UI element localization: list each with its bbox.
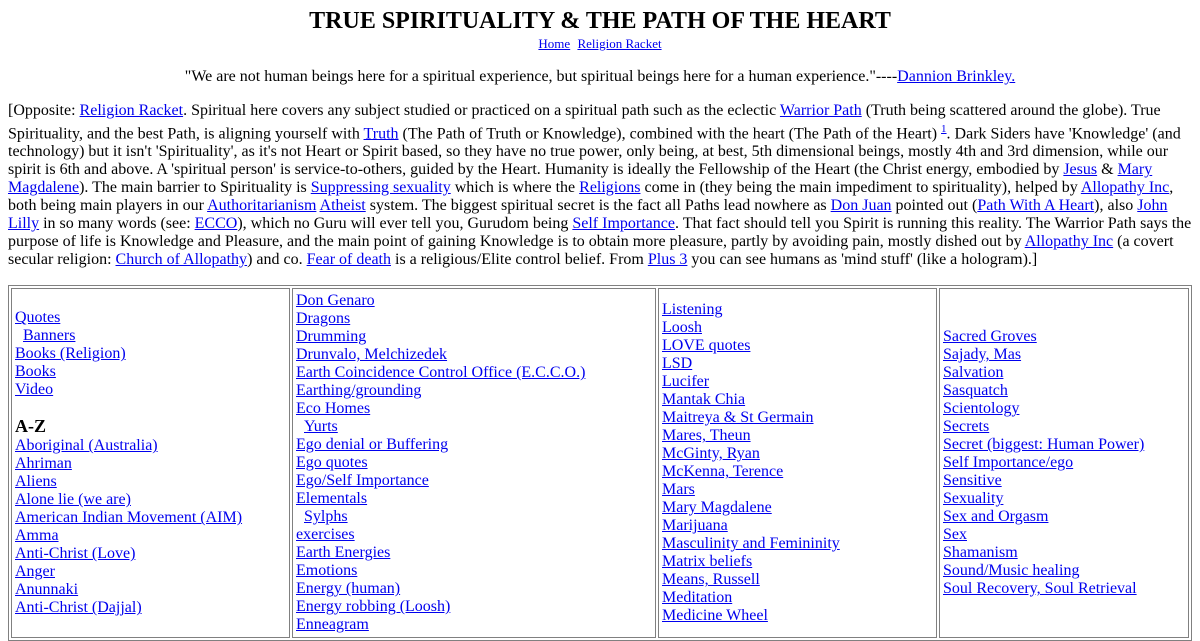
index-link[interactable]: Energy (human) — [296, 580, 401, 598]
index-link[interactable]: Drunvalo, Melchizedek — [296, 346, 448, 364]
index-link[interactable]: Sasquatch — [943, 382, 1008, 400]
index-link[interactable]: LSD — [662, 355, 693, 373]
intro-text: (Truth being scattered around the globe). True Spirituality, and the best Path, is aligning yourself with — [8, 102, 1161, 143]
index-link[interactable]: Anti-Christ (Love) — [15, 545, 136, 563]
index-link[interactable]: McGinty, Ryan — [662, 445, 760, 463]
intro-text: ), also — [1094, 197, 1138, 215]
index-link[interactable]: Amma — [15, 527, 59, 545]
index-link[interactable]: Ahriman — [15, 455, 72, 473]
index-link[interactable]: Earth Energies — [296, 544, 391, 562]
intro-link[interactable]: Warrior Path — [779, 102, 862, 119]
intro-text: ) and co. — [247, 251, 307, 269]
index-link[interactable]: Sound/Music healing — [943, 562, 1080, 580]
index-link[interactable]: Aliens — [15, 473, 57, 491]
intro-link[interactable]: Plus 3 — [647, 251, 688, 269]
index-link[interactable]: Ego/Self Importance — [296, 472, 429, 490]
epigraph-quote — [8, 68, 1192, 86]
index-link[interactable]: Anger — [15, 563, 55, 581]
index-link[interactable]: Earthing/grounding — [296, 382, 422, 400]
index-column-1 — [11, 288, 290, 638]
index-link[interactable]: Banners — [23, 327, 76, 345]
index-link[interactable]: Mary Magdalene — [662, 499, 772, 517]
index-link[interactable]: Earth Coincidence Control Office (E.C.C.O.) — [296, 364, 586, 382]
intro-link[interactable]: Truth — [363, 125, 399, 143]
index-link[interactable]: LOVE quotes — [662, 337, 751, 355]
intro-text: you can see humans as 'mind stuff' (like a hologram).] — [687, 251, 1038, 269]
index-list — [943, 328, 1185, 598]
intro-text: in so many words (see: — [39, 215, 195, 233]
index-list — [662, 301, 933, 625]
intro-text: , both being main players in our — [8, 179, 1174, 215]
index-link[interactable]: Masculinity and Femininity — [662, 535, 840, 553]
index-link[interactable]: Mares, Theun — [662, 427, 751, 445]
intro-text: . That fact should tell you Spirit is running this reality. The Warrior Path says the purpose of life is Knowledge and Pleasure, and the main point of gaining Knowledge is to obtain more pleasure, partly by avoiding pain, mostly dished out by — [8, 215, 1192, 251]
index-link[interactable]: Sexuality — [943, 490, 1004, 508]
index-column-4 — [939, 288, 1189, 638]
index-link[interactable]: Dragons — [296, 310, 351, 328]
index-link[interactable]: Sex — [943, 526, 967, 544]
intro-paragraph — [8, 102, 1192, 269]
intro-link[interactable]: Fear of death — [306, 251, 391, 269]
index-link[interactable]: Sex and Orgasm — [943, 508, 1049, 526]
nav-home-link[interactable]: Home — [538, 36, 571, 51]
intro-text: which is where the — [450, 179, 580, 197]
index-link[interactable]: Maitreya & St Germain — [662, 409, 814, 427]
index-link[interactable]: Shamanism — [943, 544, 1018, 562]
intro-link[interactable]: ECCO — [194, 215, 238, 233]
intro-link[interactable]: Atheist — [319, 197, 366, 215]
intro-link[interactable]: Path With A Heart — [977, 197, 1095, 215]
index-link[interactable]: Anti-Christ (Dajjal) — [15, 599, 142, 617]
quote-author-link[interactable]: Dannion Brinkley. — [897, 68, 1016, 85]
index-column-3 — [658, 288, 937, 638]
index-link[interactable]: exercises — [296, 526, 355, 544]
intro-link[interactable]: Suppressing sexuality — [310, 179, 451, 197]
intro-text: (a covert secular religion: — [8, 233, 1174, 269]
index-link[interactable]: Mantak Chia — [662, 391, 746, 409]
index-link[interactable]: Yurts — [304, 418, 338, 436]
intro-text: . Spiritual here covers any subject studied or practiced on a spiritual path such as the eclectic — [183, 102, 780, 119]
intro-text: ), which no Guru will ever tell you, Gurudom being — [237, 215, 573, 233]
az-heading: A-Z — [15, 416, 46, 437]
index-link[interactable]: Loosh — [662, 319, 702, 337]
index-link[interactable]: Ego quotes — [296, 454, 368, 472]
index-link[interactable]: Quotes — [15, 309, 61, 327]
index-link[interactable]: Salvation — [943, 364, 1004, 382]
index-link[interactable]: Eco Homes — [296, 400, 371, 418]
index-link[interactable]: Don Genaro — [296, 292, 375, 310]
index-link[interactable]: Sylphs — [304, 508, 348, 526]
index-list — [15, 437, 286, 617]
intro-text: . Dark Siders have 'Knowledge' (and technology) but it isn't 'Spirituality', as it's not Heart or Spirit based, so they have no true power, only being, at best, 5th dimensional beings, mostly 4th and 3rd dimension, while our spirit is 6th and above. A 'spiritual person' is service-to-others, guided by the Heart. Humanity is ideally the Fellowship of the Heart (the Christ energy, embodied by — [8, 125, 1181, 179]
index-link[interactable]: Drumming — [296, 328, 367, 346]
index-column-2 — [292, 288, 656, 638]
index-link[interactable]: Matrix beliefs — [662, 553, 753, 571]
intro-link[interactable]: Jesus — [1063, 161, 1098, 179]
index-link[interactable]: Soul Recovery, Soul Retrieval — [943, 580, 1137, 598]
index-link[interactable]: Scientology — [943, 400, 1020, 418]
index-link[interactable]: McKenna, Terence — [662, 463, 784, 481]
intro-text: ). The main barrier to Spirituality is — [79, 179, 311, 197]
index-link[interactable]: Meditation — [662, 589, 733, 607]
index-link[interactable]: Listening — [662, 301, 723, 319]
footnote-link[interactable]: 1 — [941, 123, 947, 135]
index-link[interactable]: Lucifer — [662, 373, 710, 391]
intro-link[interactable]: Don Juan — [830, 197, 892, 215]
index-link[interactable]: Means, Russell — [662, 571, 760, 589]
quote-text: "We are not human beings here for a spiritual experience, but spiritual beings here for a human experience."---- — [184, 68, 898, 85]
intro-text: system. The biggest spiritual secret is the fact all Paths lead nowhere as — [365, 197, 831, 215]
page — [0, 6, 1200, 641]
index-link[interactable]: Energy robbing (Loosh) — [296, 598, 451, 616]
index-link[interactable]: Books — [15, 363, 56, 381]
intro-link[interactable]: John Lilly — [8, 197, 1168, 233]
intro-link[interactable]: Church of Allopathy — [115, 251, 248, 269]
index-link[interactable]: Medicine Wheel — [662, 607, 768, 625]
index-list — [15, 309, 286, 399]
index-link[interactable]: Anunnaki — [15, 581, 79, 599]
intro-link[interactable]: Religion Racket — [79, 102, 184, 119]
page-title: TRUE SPIRITUALITY & THE PATH OF THE HEART — [309, 8, 891, 34]
index-link[interactable]: Self Importance/ego — [943, 454, 1074, 472]
index-link[interactable]: Mars — [662, 481, 695, 499]
index-link[interactable]: Emotions — [296, 562, 358, 580]
intro-text: [Opposite: — [8, 102, 80, 119]
index-link[interactable]: Secret (biggest: Human Power) — [943, 436, 1145, 454]
top-nav — [8, 36, 1192, 52]
index-link[interactable]: Sacred Groves — [943, 328, 1037, 346]
nav-religion-racket-link[interactable]: Religion Racket — [577, 36, 662, 51]
intro-text: pointed out ( — [891, 197, 978, 215]
index-link[interactable]: Sensitive — [943, 472, 1002, 490]
intro-link[interactable]: Mary Magdalene — [8, 161, 1153, 197]
index-link[interactable]: Aboriginal (Australia) — [15, 437, 158, 455]
index-link[interactable]: Alone lie (we are) — [15, 491, 131, 509]
index-list — [296, 292, 652, 634]
intro-text: (The Path of Truth or Knowledge), combined with the heart (The Path of the Heart) — [398, 125, 942, 143]
intro-text: is a religious/Elite control belief. From — [391, 251, 648, 269]
intro-link[interactable]: Religions — [579, 179, 641, 197]
index-link[interactable]: Video — [15, 381, 54, 399]
intro-link[interactable]: Allopathy Inc — [1080, 179, 1170, 197]
index-link[interactable]: Marijuana — [662, 517, 728, 535]
index-link[interactable]: Elementals — [296, 490, 368, 508]
index-link[interactable]: Sajady, Mas — [943, 346, 1022, 364]
intro-text: & — [1097, 161, 1118, 179]
topic-index-table — [8, 285, 1192, 641]
index-link[interactable]: American Indian Movement (AIM) — [15, 509, 243, 527]
intro-link[interactable]: Authoritarianism — [207, 197, 317, 215]
intro-text: come in (they being the main impediment to spirituality), helped by — [640, 179, 1081, 197]
intro-link[interactable]: Allopathy Inc — [1024, 233, 1114, 251]
index-link[interactable]: Secrets — [943, 418, 990, 436]
index-link[interactable]: Ego denial or Buffering — [296, 436, 449, 454]
index-link[interactable]: Books (Religion) — [15, 345, 126, 363]
index-link[interactable]: Enneagram — [296, 616, 369, 634]
intro-link[interactable]: Self Importance — [572, 215, 675, 233]
